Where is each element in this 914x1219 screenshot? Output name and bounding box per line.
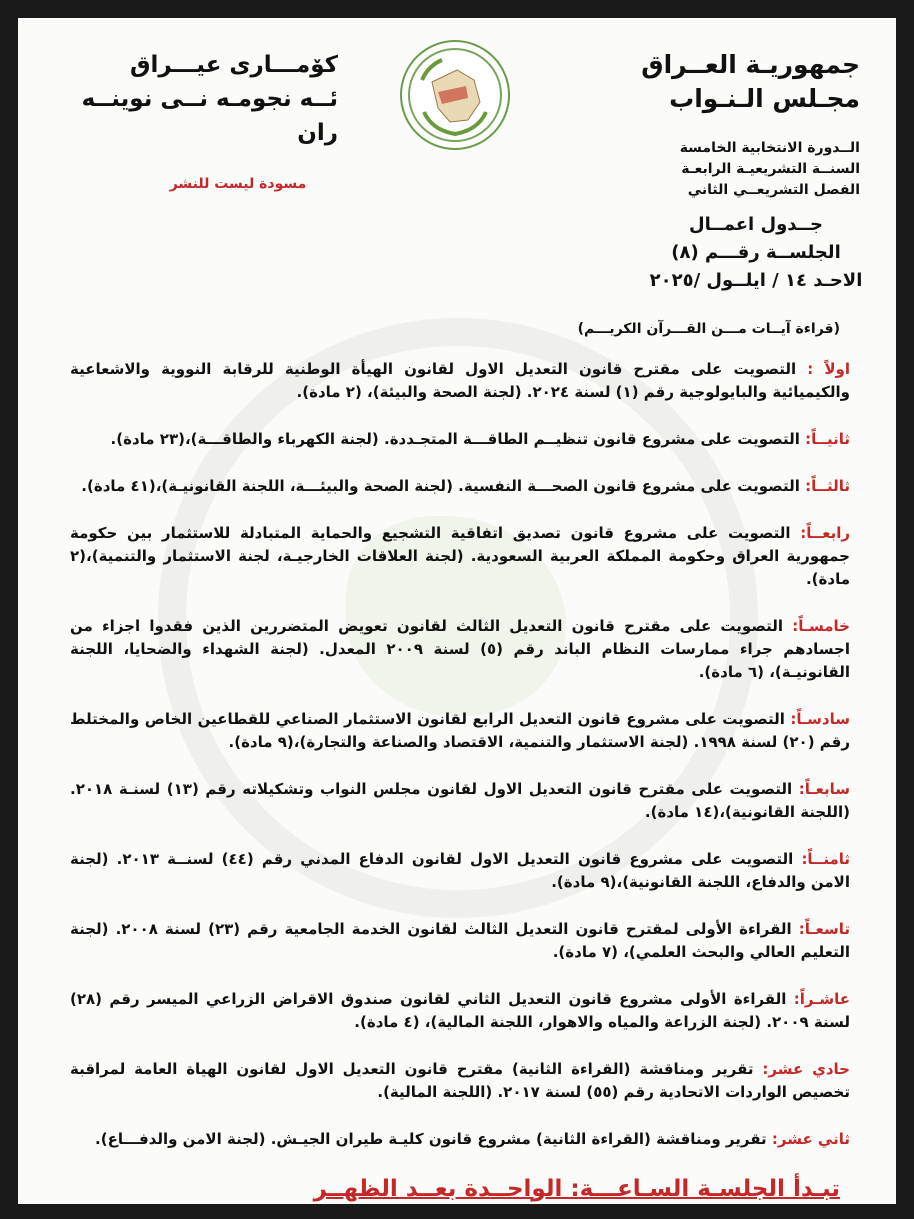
agenda-item [70,358,850,404]
item-text: التصويت على مقترح قانون التعديل الاول لقانون الهيأة الوطنية للرقابة النووية والاشعاعية والكيميائية والبايولوجية رقم (١) لسنة ٢٠٢٤. (لجنة الصحة والبيئة)، (٢ مادة). [70,360,850,401]
item-text: تقرير ومناقشة (القراءة الثانية) مشروع قانون كليـة طيران الجيـش. (لجنة الامن والدفـــاع). [95,1130,767,1148]
item-text: تقرير ومناقشة (القراءة الثانية) مقترح قانون التعديل الاول لقانون الهياة العامة لمراقبة تخصيص الواردات الاتحادية رقم (٥٥) لسنة ٢٠١٧. (اللجنة المالية). [70,1060,850,1101]
item-text: التصويت على مشروع قانون تنظيــم الطاقـــة المتجـددة. (لجنة الكهرباء والطاقـــة)،(٢٣ مادة). [110,430,800,448]
item-text: التصويت على مشروع قانون الصحـــة النفسية. (لجنة الصحة والبيئـــة، اللجنة القانونيـة)،(٤١ مادة). [81,477,800,495]
item-label: ثالثــاً: [805,477,850,495]
item-text: القراءة الأولى مشروع قانون التعديل الثاني لقانون صندوق الاقراض الزراعي الميسر رقم (٢٨) لسنة ٢٠٠٩. (لجنة الزراعة والمياه والاهوار، اللجنة المالية)، (٤ مادة). [70,990,850,1031]
item-text: التصويت على مقترح قانون التعديل الثالث لقانون تعويض المتضررين الذين فقدوا اجزاء من اجسادهم جراء ممارسات النظام الباند رقم (٥) لسنة ٢٠٠٩ المعدل. (لجنة الشهداء والضحايا، اللجنة القانونيـة)، (٦ مادة). [70,617,850,681]
item-text: القراءة الأولى لمقترح قانون التعديل الثالث لقانون الخدمة الجامعية رقم (٢٣) لسنة ٢٠٠٨. (لجنة التعليم العالي والبحث العلمي)، (٧ مادة). [70,920,850,961]
agenda-item [70,848,850,894]
quran-reading: (قراءة آيــات مـــن القـــرآن الكريـــم) [577,321,840,337]
header-right [600,48,860,201]
item-label: رابعــاً: [800,524,850,542]
item-label: سابعـاً: [798,780,850,798]
agenda-item [70,708,850,754]
agenda-item [70,918,850,964]
agenda-item [70,475,850,498]
parliament-logo [400,40,510,150]
item-text: التصويت على مشروع قانون التعديل الرابع لقانون الاستثمار الصناعي للقطاعين الخاص والمختلط رقم (٢٠) لسنة ١٩٩٨. (لجنة الاستثمار والتنمية، الاقتصاد والصناعة والتجارة)،(٩ مادة). [70,710,850,751]
document-page [18,18,896,1204]
agenda-item [70,778,850,824]
agenda-item [70,522,850,591]
item-label: عاشـراً: [793,990,850,1008]
agenda-item [70,428,850,451]
item-label: ثاني عشر: [771,1130,850,1148]
agenda-title [18,211,896,295]
item-text: التصويت على مشروع قانون تصديق اتفاقية التشجيع والحماية المتبادلة للاستثمار بين حكومة جمهورية العراق وحكومة المملكة العربية السعودية. (لجنة العلاقات الخارجيـة، لجنة الاستثمار والتنمية)،(٢ مادة). [70,524,850,588]
agenda-item [70,1128,850,1151]
draft-notice: مسودة ليست للنشر [169,176,307,192]
council-title: مجـلس الـنـواب [669,84,860,113]
agenda-item [70,615,850,684]
item-label: تاسعـاً: [798,920,850,938]
kurdish-council-title: ئــه نجومـه نــى نوينــه ران [81,86,338,146]
item-label: سادسـاً: [790,710,850,728]
session-number: الجلســة رقـــم (٨) [671,242,841,263]
agenda-items [70,358,850,1175]
item-label: ثامنــاً: [801,850,850,868]
republic-title: جمهوريـة العــراق [641,50,860,79]
header-left [78,48,338,192]
item-label: خامسـاً: [792,617,850,635]
item-label: ثانيــاً: [805,430,850,448]
session-start-time: تبـدأ الجلسـة السـاعـــة: الواحــدة بعــد الظهــر [313,1176,840,1202]
agenda-item [70,1058,850,1104]
session-date: الاحـد ١٤ / ايلــول /٢٠٢٥ [649,270,863,291]
item-text: التصويت على مقترح قانون التعديل الاول لقانون مجلس النواب وتشكيلاته رقم (١٣) لسنـة ٢٠١٨. (اللجنة القانونية)،(١٤ مادة). [70,780,850,821]
session-info: الــدورة الانتخابية الخامسة السنــة التشريعيـة الرابعـة الفصل التشريعــي الثاني [679,140,860,198]
agenda-item [70,988,850,1034]
kurdish-republic-title: كۆمـــارى عيـــراق [129,52,338,78]
item-label: حادي عشر: [762,1060,850,1078]
agenda-heading: جــدول اعمــال [689,214,823,235]
item-label: اولاً : [807,360,850,378]
item-text: التصويت على مشروع قانون التعديل الاول لقانون الدفاع المدني رقم (٤٤) لسنــة ٢٠١٣. (لجنة الامن والدفاع، اللجنة القانونية)،(٩ مادة). [70,850,850,891]
